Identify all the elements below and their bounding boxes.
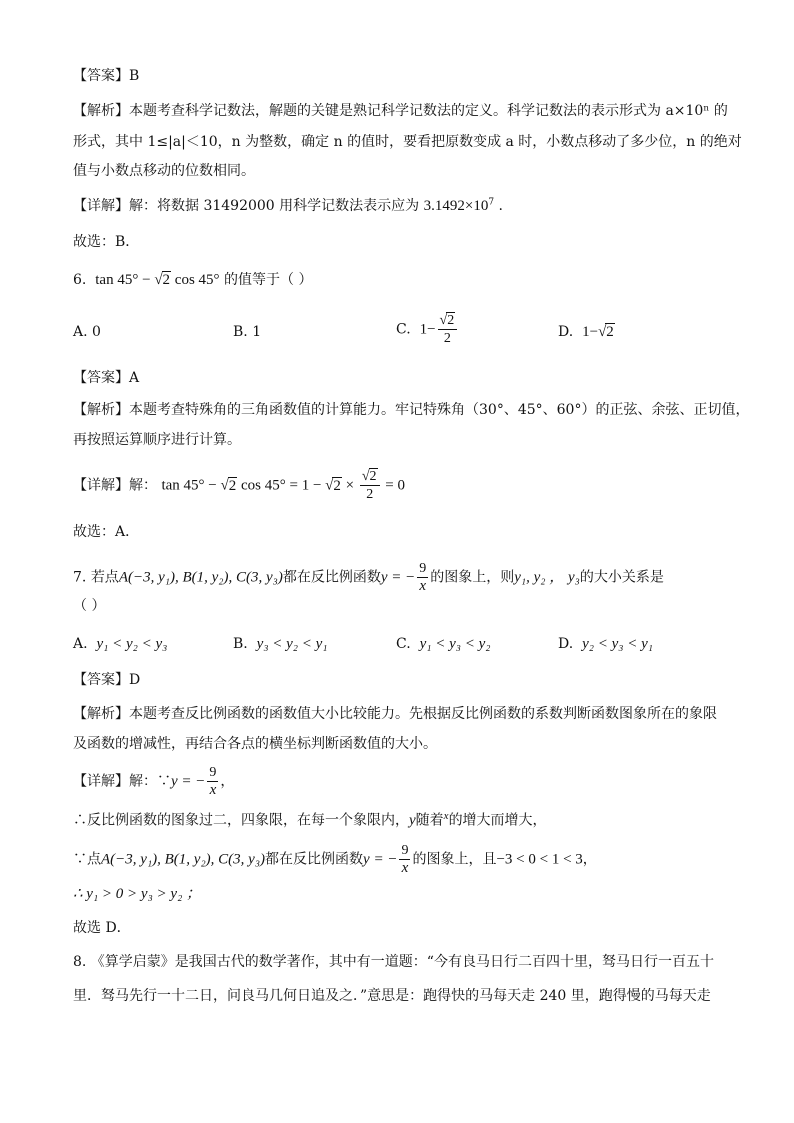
q7-func-fraction (417, 560, 428, 595)
q7-option-b-expr: y₃ < y₂ < y₁ (256, 636, 328, 652)
q5-detail-exponent: 7 (488, 197, 495, 208)
q7-line3-func: y = − (363, 851, 398, 868)
q7-option-a (73, 634, 167, 654)
q5-choice: 故选：B． (73, 234, 140, 250)
q7-detail (73, 764, 234, 799)
q7-paren: （ ） (73, 598, 106, 614)
q6-analysis-line1: 【解析】本题考查特殊角的三角函数值的计算能力。牢记特殊角（30°、45°、60°）的正弦、余弦、正切值， (73, 402, 750, 418)
q7-line3-points: A(−3, y₁), B(1, y₂), C(3, y₃) (101, 851, 266, 868)
sqrt-symbol: √ (598, 324, 607, 340)
q7-line3 (73, 842, 597, 877)
q6-option-d-rad: 2 (606, 324, 614, 340)
q7-line3-num: 9 (401, 843, 409, 858)
q6-option-c (396, 312, 459, 347)
q6-detail-radicand2: 2 (333, 477, 341, 494)
q7-stem (73, 560, 664, 595)
q7-func: y = − (380, 569, 416, 586)
q8-line1: 8. 《算学启蒙》是我国古代的数学著作，其中有一道题：“今有良马日行二百四十里，驽马日行一百五十 (73, 954, 714, 970)
q7-line2-text: ∴反比例函数的图象过二，四象限，在每一个象限内， (73, 812, 409, 829)
q7-points: A(−3, y₁), B(1, y₂), C(3, y₃) (118, 569, 283, 586)
q7-option-b-label: B. (233, 636, 248, 652)
q7-line3-inequality: −3 < 0 < 1 < 3 (496, 851, 583, 868)
q6-option-d-pre: 1− (582, 324, 599, 340)
q7-line3-fraction (399, 842, 410, 877)
q7-line3-c: 的图象上，且 (412, 851, 497, 868)
q5-detail-value: 3.1492×10 (423, 198, 489, 214)
q7-stem-d: 的大小关系是 (579, 569, 664, 586)
sqrt-symbol: √ (439, 313, 448, 328)
q7-vars: y₁, y₂ ， y₃ (514, 569, 580, 586)
q6-detail-den: 2 (366, 487, 374, 502)
q7-line2-end: 的增大而增大， (448, 812, 547, 829)
q7-stem-c: 的图象上，则 (430, 569, 515, 586)
q7-detail-func: y = − (171, 773, 206, 790)
q6-choice: 故选：A． (73, 524, 140, 540)
q7-line2-mid: 随着 (415, 812, 444, 829)
q5-detail-suffix: . (498, 198, 503, 214)
q5-detail (73, 196, 503, 216)
q6-stem (73, 270, 312, 290)
q8-line2: 里．驽马先行一十二日，问良马几何日追及之．”意思是：跑得快的马每天走 240 里，跑得慢的马每天走 (73, 988, 711, 1004)
q7-detail-prefix: 【详解】解：∵ (73, 773, 171, 790)
q7-func-num: 9 (419, 561, 427, 576)
q6-option-d (558, 322, 615, 342)
q6-option-b: B. 1 (233, 324, 262, 340)
q6-detail-result: = 0 (381, 477, 406, 494)
q7-option-c (396, 634, 490, 654)
q7-line4 (73, 884, 201, 904)
q6-detail-part1: tan 45° − (161, 477, 221, 494)
q7-option-d (558, 634, 653, 654)
q7-option-c-label: C. (396, 636, 411, 652)
q6-number: 6. (73, 272, 87, 288)
q6-detail-fraction (360, 468, 380, 503)
q7-number: 7. (73, 569, 87, 586)
q6-option-d-label: D. (558, 324, 574, 340)
q7-analysis-line1: 【解析】本题考查反比例函数的函数值大小比较能力。先根据反比例函数的系数判断函数图象所在的象限 (73, 706, 717, 722)
q5-answer: 【答案】B (73, 68, 140, 84)
q5-analysis-line2: 形式，其中 1≤|a|＜10，n 为整数，确定 n 的值时，要看把原数变成 a 时，小数点移动了多少位，n 的绝对 (73, 134, 742, 150)
q6-detail-num: 2 (369, 469, 377, 484)
q6-analysis-line2: 再按照运算顺序进行计算。 (73, 432, 241, 448)
q6-detail-radicand1: 2 (228, 477, 237, 494)
q7-line2 (73, 806, 547, 831)
q7-option-c-expr: y₁ < y₃ < y₂ (419, 636, 491, 652)
q7-line2-y: y (409, 812, 416, 829)
q6-option-c-pre: 1− (419, 321, 436, 338)
q6-option-c-label: C. (396, 321, 411, 338)
q6-option-a: A. 0 (73, 324, 101, 340)
q7-detail-num: 9 (209, 765, 217, 780)
q7-option-a-label: A. (73, 636, 88, 652)
q7-func-den: x (419, 578, 427, 594)
q7-line3-a: ∵点 (73, 851, 101, 868)
q6-detail-prefix: 【详解】解： (73, 477, 157, 494)
q6-stem-tail: 的值等于（ ） (224, 272, 313, 288)
q6-option-c-fraction (438, 312, 458, 347)
q7-stem-b: 都在反比例函数 (282, 569, 381, 586)
sqrt-symbol: √ (361, 469, 370, 484)
q5-detail-prefix: 【详解】解：将数据 31492000 用科学记数法表示应为 (73, 198, 420, 214)
q7-detail-den: x (209, 782, 217, 798)
q5-analysis-line3: 值与小数点移动的位数相同。 (73, 163, 255, 179)
q6-expr-radicand: 2 (162, 272, 171, 288)
q7-detail-fraction (207, 764, 218, 799)
sqrt-symbol: √ (154, 272, 163, 288)
q7-option-d-label: D. (558, 636, 574, 652)
q7-line3-b: 都在反比例函数 (265, 851, 364, 868)
q6-detail-times: × (341, 477, 358, 494)
q6-expr-a: tan 45° − (95, 272, 155, 288)
q6-option-c-den: 2 (443, 331, 451, 346)
q7-line3-d: ， (582, 851, 597, 868)
q7-choice: 故选 D． (73, 920, 131, 936)
q7-analysis-line2: 及函数的增减性，再结合各点的横坐标判断函数值的大小。 (73, 736, 437, 752)
q7-detail-comma: ， (220, 773, 235, 790)
q7-option-a-expr: y₁ < y₂ < y₃ (96, 636, 168, 652)
q7-option-b (233, 634, 328, 654)
q7-line3-den: x (401, 860, 409, 876)
q6-detail (73, 468, 405, 503)
q7-line2-x: x (443, 810, 449, 822)
q6-answer: 【答案】A (73, 370, 140, 386)
q7-option-d-expr: y₂ < y₃ < y₁ (582, 636, 653, 652)
q6-option-c-num: 2 (447, 313, 455, 328)
q7-line4-text: ∴ y₁ > 0 > y₃ > y₂ ； (73, 886, 202, 902)
q6-detail-part3: cos 45° = 1 − (237, 477, 326, 494)
q7-answer: 【答案】D (73, 672, 141, 688)
q5-analysis-line1: 【解析】本题考查科学记数法，解题的关键是熟记科学记数法的定义。科学记数法的表示形式为 a×10ⁿ 的 (73, 103, 728, 119)
sqrt-symbol: √ (325, 477, 334, 494)
q7-stem-a: 若点 (90, 569, 119, 586)
sqrt-symbol: √ (220, 477, 229, 494)
q6-expr-c: cos 45° (171, 272, 220, 288)
